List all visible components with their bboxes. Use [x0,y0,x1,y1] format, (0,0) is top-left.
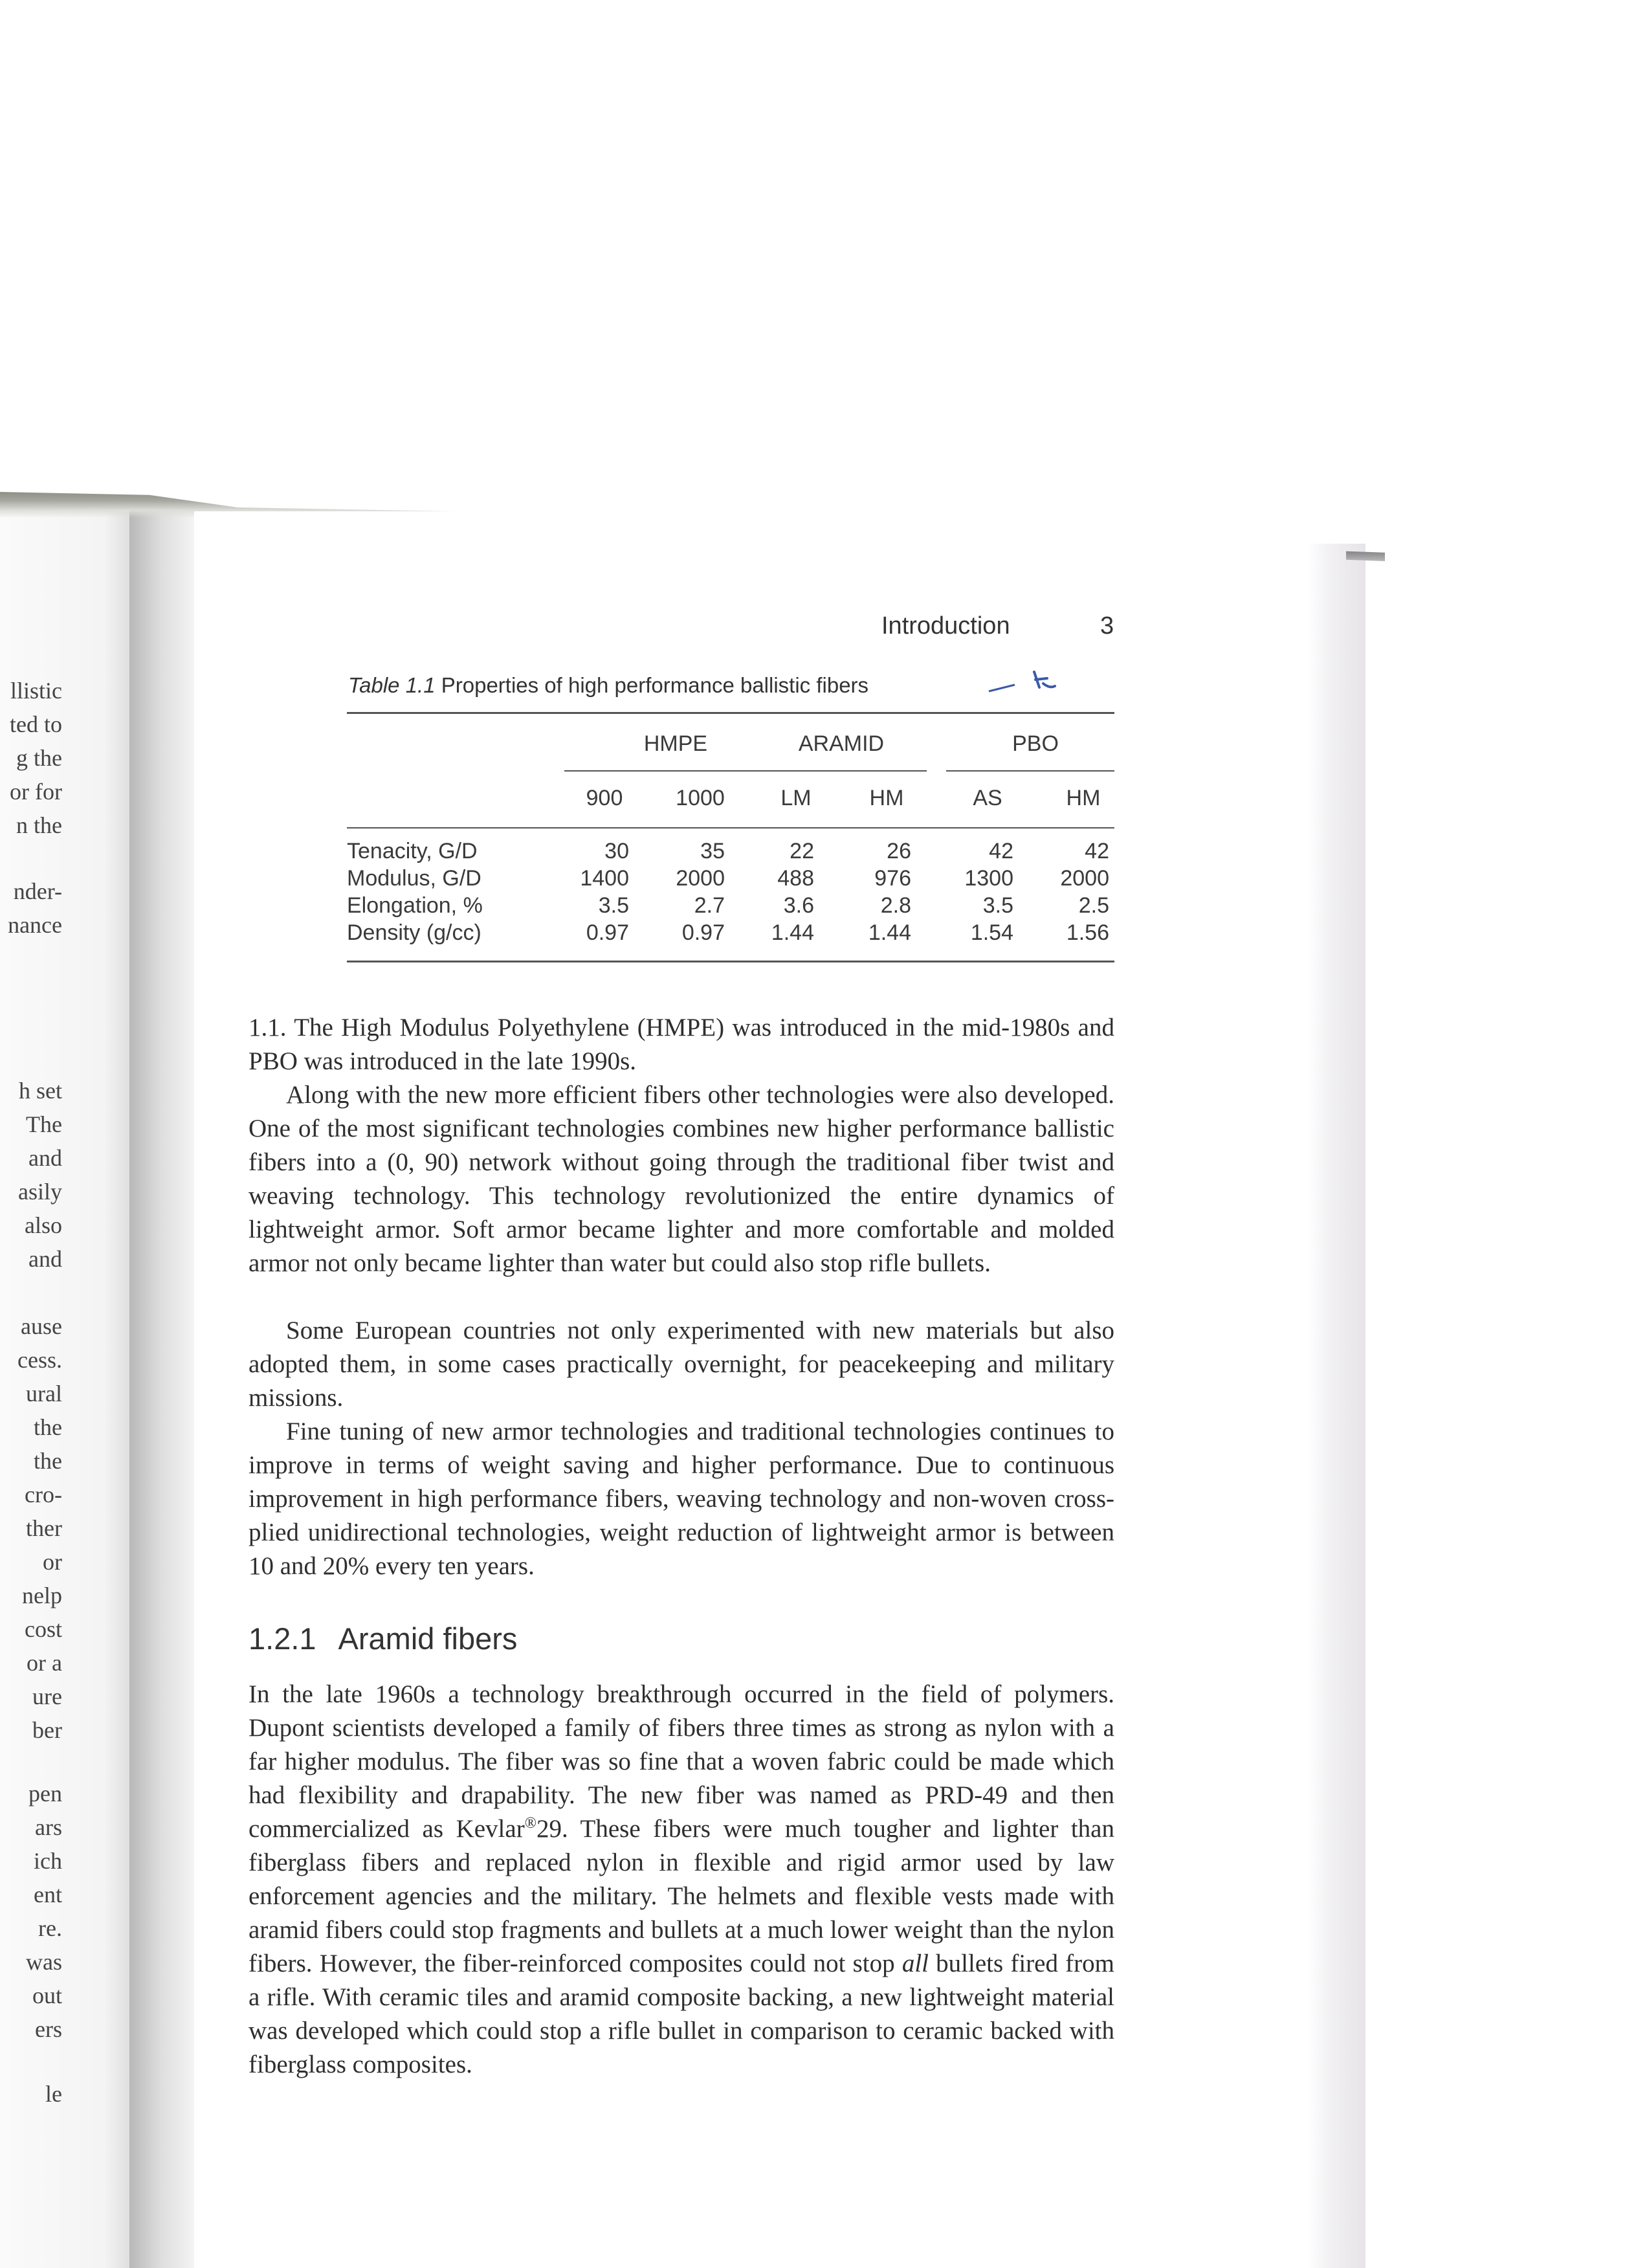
group-header: PBO [1012,731,1059,756]
page-right-edge [1307,544,1365,2268]
table-cell: 2.7 [694,893,725,918]
table-cell: 3.5 [598,893,629,918]
facing-page-fragment: cess. [17,1347,62,1373]
facing-page-fragment: g the [16,745,62,771]
facing-page-fragment: llistic [10,678,62,704]
facing-page-fragment: ers [35,2016,62,2042]
table-cell: 1.44 [868,920,911,945]
facing-page-fragment: asily [18,1179,62,1205]
facing-page-fragment: the [34,1448,62,1474]
row-label: Elongation, % [347,893,483,918]
facing-page-fragment: pen [28,1781,62,1807]
facing-page-fragment: ent [34,1882,62,1907]
facing-page-fragment: or [43,1549,62,1575]
section-title: Aramid fibers [338,1621,518,1656]
group-rule [753,770,927,772]
sub-header: LM [780,786,812,810]
body-paragraph: Along with the new more efficient fibers other technologies were also developed. One of the most significant technologies combines new higher performance ballistic fibers into a (0, 90) network without going through the traditional fiber twist and weaving technology. This technology revolutionized the entire dynamics of lightweight armor. Soft armor became lighter and more comfortable and molded armor not only became lighter than water but could also stop rifle bullets. [249,1081,1114,1277]
facing-page-fragment: The [26,1111,62,1137]
facing-page-fragment: n the [16,812,62,838]
facing-page-fragment: was [26,1949,62,1975]
table-cell: 1400 [580,866,629,891]
table-cell: 976 [874,866,911,891]
facing-page-fragment: also [25,1212,62,1238]
facing-page-fragment: or a [27,1650,62,1676]
facing-page-fragment: h set [19,1078,62,1104]
table-bottom-rule [347,961,1114,962]
facing-page-fragment: ber [32,1717,62,1743]
emphasis: all [901,1950,929,1977]
facing-page-fragment: and [28,1145,62,1171]
page-number: 3 [1100,612,1114,639]
facing-page-fragment: and [28,1246,62,1272]
blank-margin [0,0,1636,492]
table-cell: 35 [700,839,725,863]
facing-page-fragment: ural [26,1381,62,1406]
body-paragraph: 1.1. The High Modulus Polyethylene (HMPE) was introduced in the mid-1980s and PBO was introduced in the late 1990s. [249,1014,1114,1075]
group-rule [564,770,758,772]
row-label: Density (g/cc) [347,920,481,945]
table-cell: 1.44 [771,920,814,945]
facing-page-fragment: ause [21,1313,62,1339]
section-heading [249,1621,517,1656]
running-head: Introduction [881,612,1010,639]
table-cell: 30 [604,839,629,863]
table-cell: 26 [887,839,911,863]
body-paragraph: Some European countries not only experimented with new materials but also adopted them, in some cases practically overnight, for peacekeeping and military missions. [249,1317,1114,1412]
row-label: Modulus, G/D [347,866,481,891]
table-caption [348,673,868,698]
facing-page-fragment: nance [8,912,62,938]
facing-page-fragment: out [32,1983,62,2008]
body-paragraph: Fine tuning of new armor technologies and traditional technologies continues to improve in terms of weight saving and higher performance. Due to continuous improvement in high performance fibers, weaving technology and non-woven cross-plied unidirectional technologies, weight reduction of lightweight armor is between 10 and 20% every ten years. [249,1418,1114,1580]
facing-page-fragment: the [34,1414,62,1440]
table-cell: 2.5 [1078,893,1109,918]
section-number: 1.2.1 [249,1621,316,1656]
facing-page-fragment: le [45,2081,62,2107]
header-rule [347,827,1114,828]
table-cell: 2000 [676,866,725,891]
sub-header: AS [973,786,1002,810]
text-run: 29. These fibers were much tougher and lighter than fiberglass fibers and replaced nylon in flexible and rigid armor used by law enforcement agencies and the military. The helmets and flexible vests made with aramid fibers could stop fragments and bullets at a much lower weight than the nylon fibers. However, the fiber-reinforced composites could not stop [249,1815,1114,1977]
facing-page-fragment: ted to [10,711,62,737]
table-cell: 488 [777,866,814,891]
group-header: HMPE [643,731,708,756]
facing-page-fragment: ure [32,1684,62,1709]
sub-header: HM [869,786,904,810]
table-caption-text: Properties of high performance ballistic fibers [441,673,869,697]
table-cell: 2.8 [880,893,911,918]
table-cell: 42 [989,839,1013,863]
table-cell: 1.54 [970,920,1013,945]
table-cell: 22 [790,839,814,863]
table-caption-label: Table 1.1 [348,673,436,697]
text-run: In the late 1960s a technology breakthrough occurred in the field of polymers. Dupont scientists developed a family of fibers three times as strong as nylon with a far higher modulus. The fiber was so fine that a woven fabric could be made which had flexibility and drapability. The new fiber was named as PRD-49 and then commercialized as Kevlar [249,1680,1114,1843]
table-cell: 2000 [1060,866,1109,891]
facing-page-fragment: nelp [22,1583,62,1608]
facing-page-fragment: or for [10,779,62,805]
facing-page-fragment: re. [38,1915,62,1941]
facing-page-fragment: ars [35,1814,62,1840]
sub-header: HM [1066,786,1101,810]
table-cell: 0.97 [586,920,629,945]
sub-header: 900 [586,786,623,810]
sub-header: 1000 [676,786,725,810]
group-rule [946,770,1114,772]
text-run: bullets fired from a rifle. With ceramic tiles and aramid composite backing, a new lightweight material was developed which could stop a rifle bullet in comparison to ceramic backed with fiberglass composites. [249,1950,1114,2078]
group-header: ARAMID [798,731,885,756]
registered-mark: ® [524,1815,536,1832]
handwritten-mark-icon [984,660,1074,706]
row-label: Tenacity, G/D [347,839,478,863]
table-cell: 1.56 [1066,920,1109,945]
table-cell: 3.5 [982,893,1013,918]
facing-page-fragment: cost [25,1616,62,1642]
table-top-rule [347,712,1114,714]
table-cell: 1300 [964,866,1013,891]
facing-page-fragment: nder- [13,878,62,904]
table-cell: 42 [1085,839,1109,863]
facing-page-fragment: ich [34,1848,62,1874]
section-paragraph [249,1678,1114,2082]
table-cell: 3.6 [783,893,814,918]
table-cell: 0.97 [681,920,725,945]
facing-page-fragment: ther [26,1515,62,1541]
facing-page-fragment: cro- [25,1482,62,1507]
